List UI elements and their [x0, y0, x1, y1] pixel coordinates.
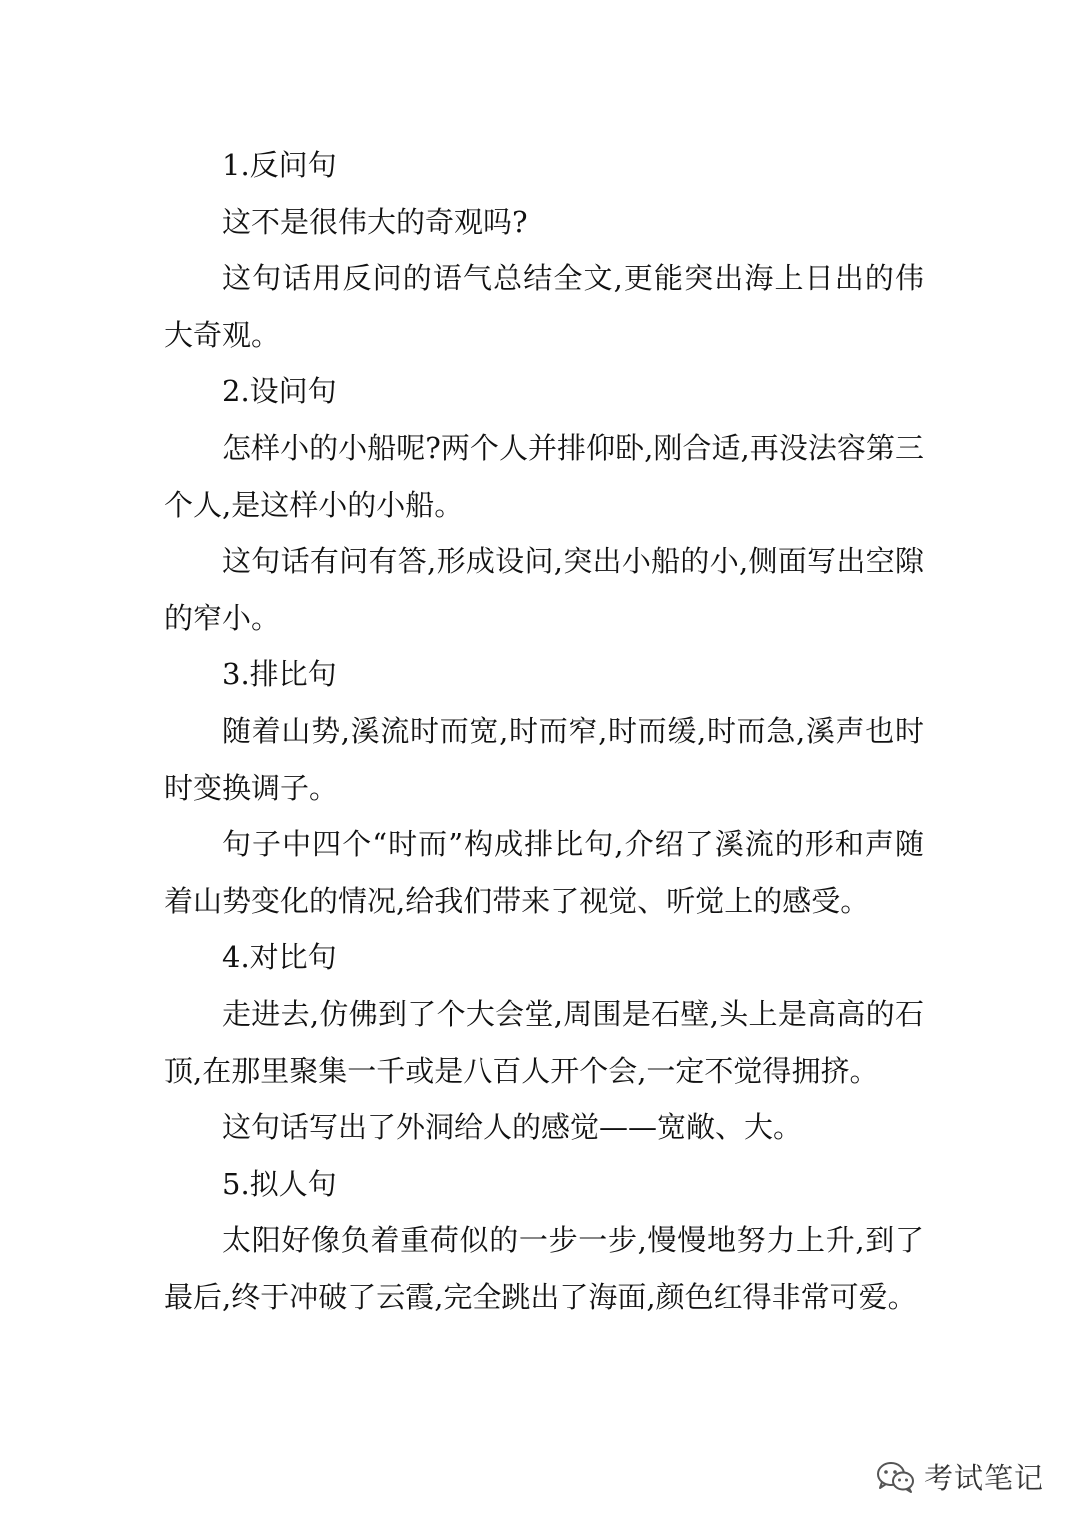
section-heading: 3.排比句: [222, 657, 337, 692]
watermark-text: 考试笔记: [923, 1461, 1044, 1495]
example-sentence: 走进去,仿佛到了个大会堂,周围是石壁,头上是高高的石顶,在那里聚集一千或是八百人开个会,一定不觉得拥挤。: [164, 996, 924, 1088]
section-heading: 4.对比句: [222, 940, 337, 975]
explanation: 句子中四个“时而”构成排比句,介绍了溪流的形和声随着山势变化的情况,给我们带来了视觉、听觉上的感受。: [164, 827, 924, 918]
example-sentence: 怎样小的小船呢?两个人并排仰卧,刚合适,再没法容第三个人,是这样小的小船。: [164, 430, 924, 522]
document-body: [164, 137, 924, 1325]
watermark: [876, 1456, 1044, 1497]
explanation: 这句话有问有答,形成设问,突出小船的小,侧面写出空隙的窄小。: [164, 544, 924, 635]
explanation: 这句话用反问的语气总结全文,更能突出海上日出的伟大奇观。: [164, 261, 924, 352]
explanation: 这句话写出了外洞给人的感觉——宽敞、大。: [222, 1110, 803, 1145]
example-sentence: 太阳好像负着重荷似的一步一步,慢慢地努力上升,到了最后,终于冲破了云霞,完全跳出了海面,颜色红得非常可爱。: [164, 1223, 924, 1314]
example-sentence: 随着山势,溪流时而宽,时而窄,时而缓,时而急,溪声也时时变换调子。: [164, 713, 924, 805]
example-sentence: 这不是很伟大的奇观吗?: [222, 204, 528, 239]
section-heading: 2.设问句: [222, 374, 337, 409]
section-heading: 1.反问句: [222, 148, 337, 182]
wechat-icon: [876, 1460, 916, 1494]
section-heading: 5.拟人句: [222, 1166, 337, 1201]
